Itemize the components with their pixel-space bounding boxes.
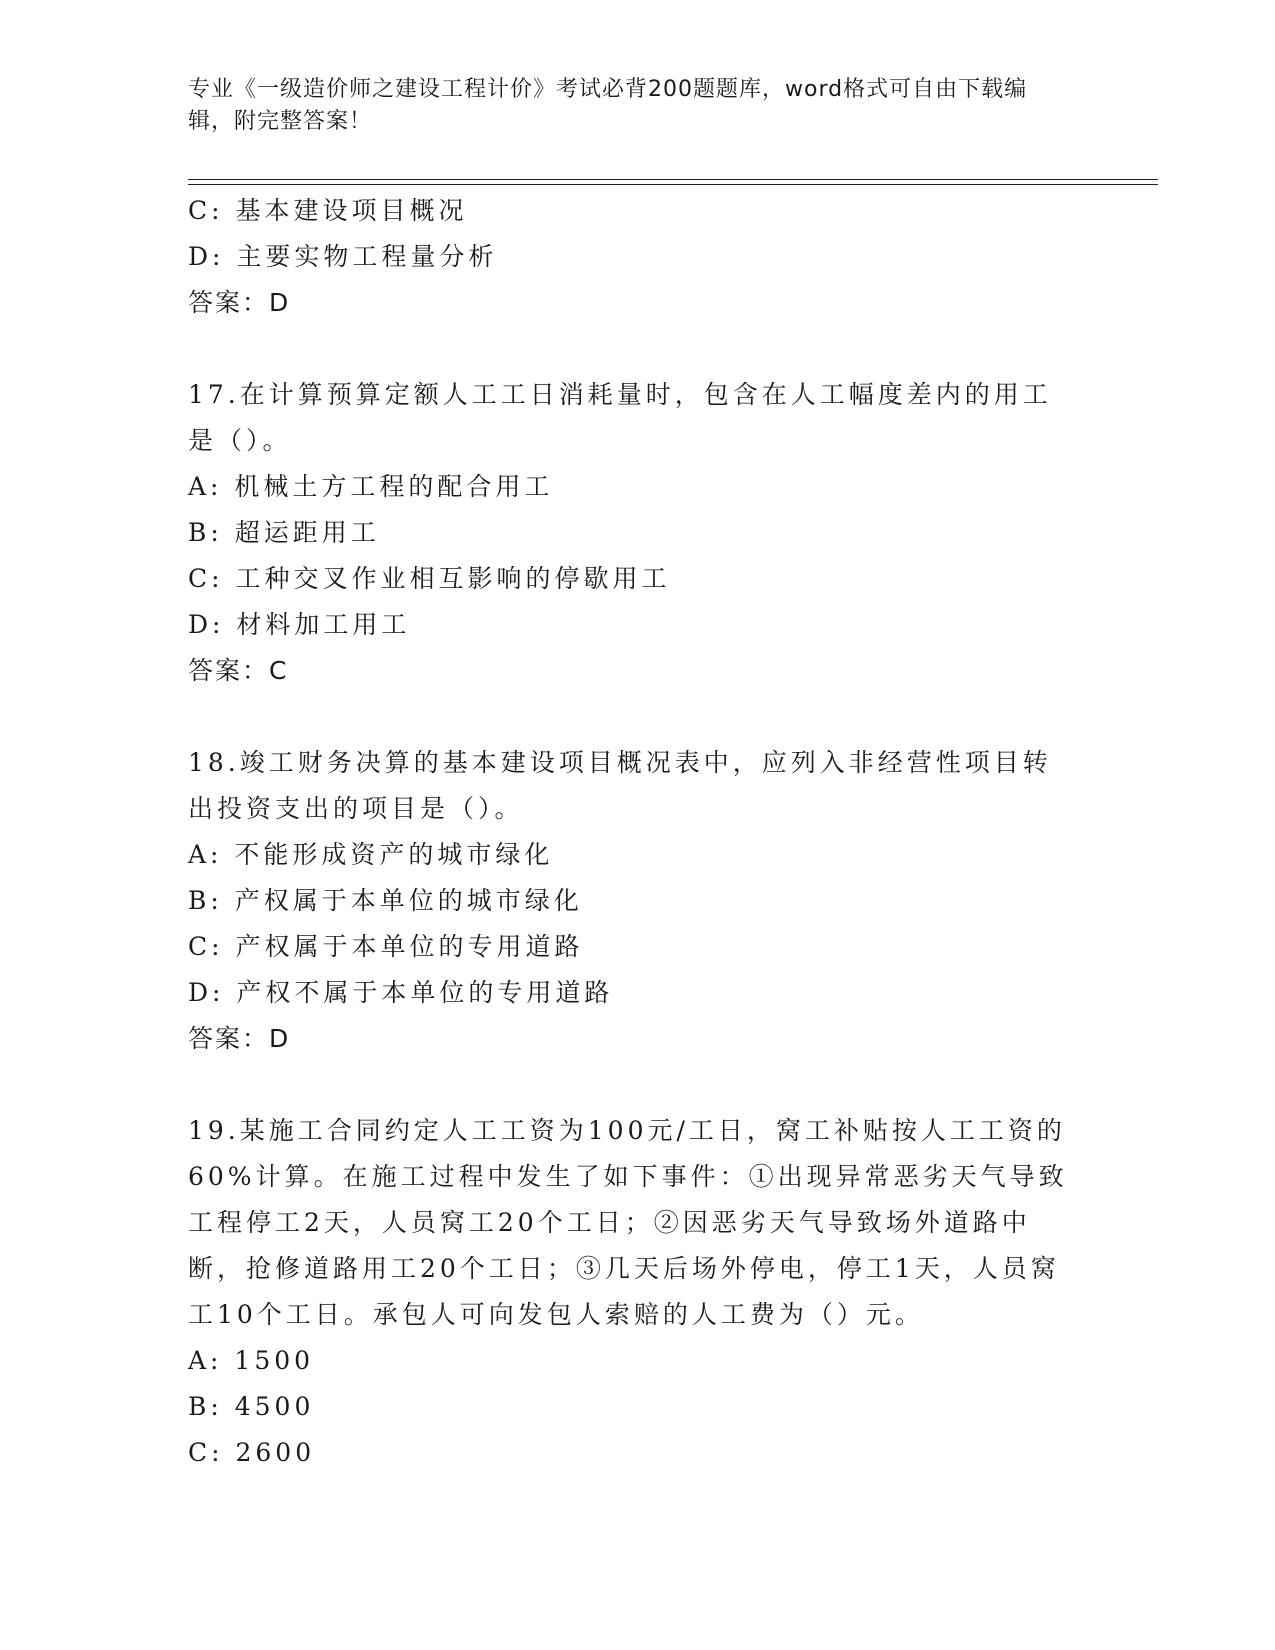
option-b: B: 超运距用工 <box>188 518 380 547</box>
answer-line: 答案：D <box>188 1024 291 1053</box>
option-d: D: 材料加工用工 <box>188 610 411 639</box>
document-header: 专业《一级造价师之建设工程计价》考试必背200题题库，word格式可自由下载编辑，附完整答案！ <box>188 77 1028 134</box>
header-divider-top <box>188 179 1158 180</box>
prev-question-block <box>188 188 1088 326</box>
option-b: B: 4500 <box>188 1392 315 1421</box>
option-c: C: 工种交叉作业相互影响的停歇用工 <box>188 564 671 593</box>
document-body <box>188 188 1088 1476</box>
option-b: B: 产权属于本单位的城市绿化 <box>188 886 583 915</box>
option-c: C: 产权属于本单位的专用道路 <box>188 932 584 961</box>
option-a: A: 不能形成资产的城市绿化 <box>188 840 554 869</box>
spacer <box>188 694 1088 740</box>
option-c: C: 基本建设项目概况 <box>188 196 468 225</box>
question-block-19 <box>188 1108 1088 1476</box>
spacer <box>188 326 1088 372</box>
option-c: C: 2600 <box>188 1438 316 1467</box>
option-a: A: 1500 <box>188 1346 315 1375</box>
question-stem: 18.竣工财务决算的基本建设项目概况表中，应列入非经营性项目转出投资支出的项目是（）。 <box>188 748 1052 823</box>
option-d: D: 主要实物工程量分析 <box>188 242 498 271</box>
spacer <box>188 1062 1088 1108</box>
answer-line: 答案：C <box>188 656 289 685</box>
option-d: D: 产权不属于本单位的专用道路 <box>188 978 614 1007</box>
option-a: A: 机械土方工程的配合用工 <box>188 472 554 501</box>
question-stem: 19.某施工合同约定人工工资为100元/工日，窝工补贴按人工工资的60%计算。在施工过程中发生了如下事件：①出现异常恶劣天气导致工程停工2天，人员窝工20个工日；②因恶劣天气导致场外道路中断，抢修道路用工20个工日；③几天后场外停电，停工1天，人员窝工10个工日。承包人可向发包人索赔的人工费为（）元。 <box>188 1116 1068 1329</box>
question-block-17 <box>188 372 1088 694</box>
header-divider-bottom <box>188 184 1158 185</box>
answer-line: 答案：D <box>188 288 291 317</box>
question-block-18 <box>188 740 1088 1062</box>
question-stem: 17.在计算预算定额人工工日消耗量时，包含在人工幅度差内的用工是（）。 <box>188 380 1052 455</box>
